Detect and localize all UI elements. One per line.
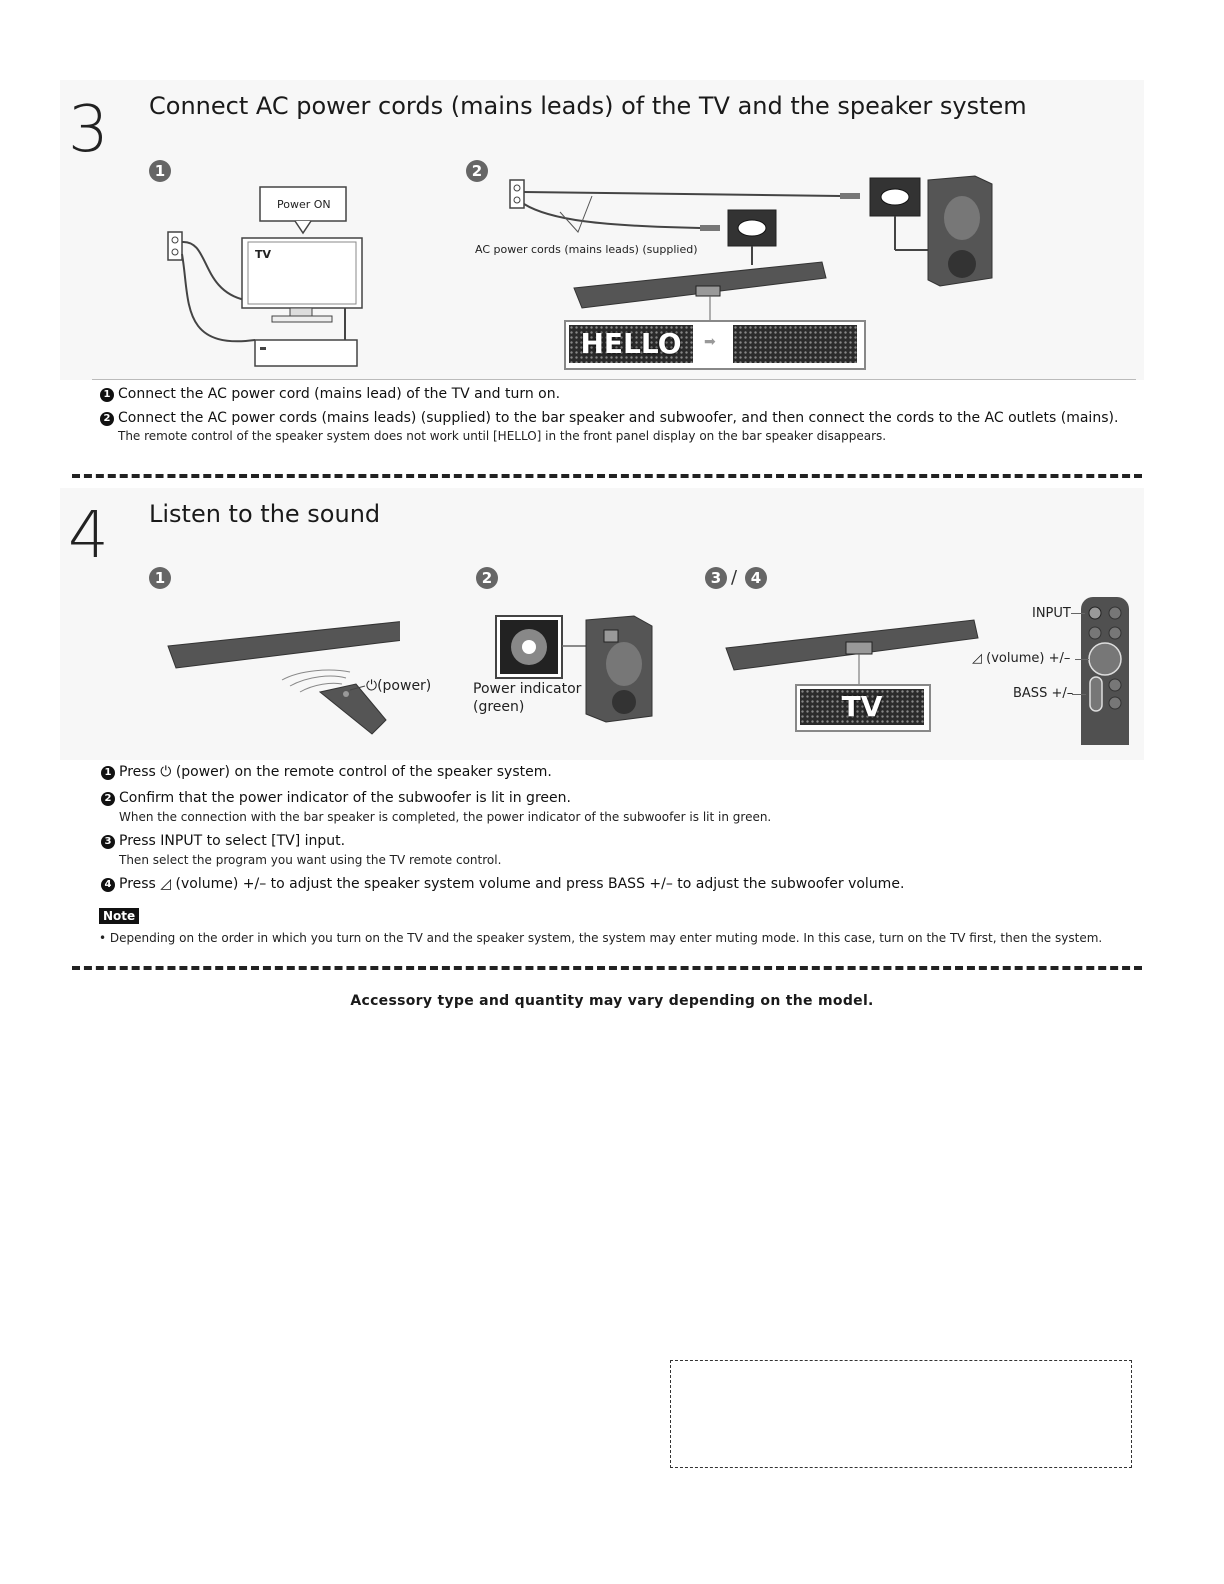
step4-instruction-4-text: Press ◿ (volume) +/– to adjust the speaker system volume and press BASS +/– to adjust the subwoofer volume. xyxy=(119,876,905,892)
step3-number: 3 xyxy=(68,93,109,167)
bar-speaker-icon xyxy=(168,620,400,668)
instr-badge: 2 xyxy=(100,412,114,426)
step4-instruction-2 xyxy=(101,790,571,806)
volume-ring-icon xyxy=(1089,643,1121,675)
step3-divider xyxy=(92,379,1136,380)
step3-title: Connect AC power cords (mains leads) of the TV and the speaker system xyxy=(149,92,1027,120)
power-indicator-label: Power indicator xyxy=(473,681,582,697)
tv-display xyxy=(800,689,924,725)
power-label: ⏻(power) xyxy=(366,678,432,694)
instr-badge: 1 xyxy=(101,766,115,780)
arrow-right-icon: ➡ xyxy=(704,334,716,350)
bar-speaker-icon xyxy=(574,262,826,308)
step4-instruction-4 xyxy=(101,876,904,892)
step4-title: Listen to the sound xyxy=(149,500,381,528)
blank-dashed-box xyxy=(670,1360,1132,1468)
tv-display-text: TV xyxy=(841,690,883,723)
blank-display xyxy=(733,325,857,363)
bass-button-icon xyxy=(1090,677,1102,711)
figure-separator: / xyxy=(731,567,738,588)
set-top-box-icon xyxy=(255,340,357,366)
power-on-label: Power ON xyxy=(277,198,331,211)
step4-figure1-badge: 1 xyxy=(149,567,171,589)
tv-power-cord xyxy=(182,242,245,300)
power-indicator-icon xyxy=(522,640,536,654)
step3-instruction-2-text: Connect the AC power cords (mains leads) (supplied) to the bar speaker and subwoofer, and then connect the cords to the AC outlets (mains). xyxy=(118,410,1119,426)
instr-badge: 2 xyxy=(101,792,115,806)
note-text: • Depending on the order in which you turn on the TV and the speaker system, the system may enter muting mode. In this case, turn on the TV first, then the system. xyxy=(99,931,1103,945)
wall-outlet-icon xyxy=(510,180,524,208)
step4-power-illustration xyxy=(160,610,400,740)
step4-number: 4 xyxy=(68,499,109,573)
step4-instruction-1-text: Press ⏻ (power) on the remote control of the speaker system. xyxy=(119,764,552,780)
step4-instruction-3-sub: Then select the program you want using the TV remote control. xyxy=(119,853,502,867)
volume-label: ◿ (volume) +/– xyxy=(972,651,1071,666)
step3-tv-illustration xyxy=(160,180,370,370)
input-label: INPUT xyxy=(1032,606,1071,621)
step3-instruction-2 xyxy=(100,410,1118,426)
step4-figure3-badge: 3 xyxy=(705,567,727,589)
hello-display-text: HELLO xyxy=(580,327,682,360)
step4-instruction-3 xyxy=(101,833,345,849)
volume-leader-line xyxy=(1075,659,1089,660)
step3-figure1-badge: 1 xyxy=(149,160,171,182)
section-divider-1 xyxy=(72,474,1142,478)
step4-instruction-2-sub: When the connection with the bar speaker is completed, the power indicator of the subwoofer is lit in green. xyxy=(119,810,772,824)
step3-figure2-badge: 2 xyxy=(466,160,488,182)
step3-instruction-1 xyxy=(100,386,560,402)
input-leader-line xyxy=(1071,613,1085,614)
tv-label: TV xyxy=(255,248,272,261)
step3-instruction-1-text: Connect the AC power cord (mains lead) of the TV and turn on. xyxy=(118,386,561,402)
instr-badge: 4 xyxy=(101,878,115,892)
step4-figure2-badge: 2 xyxy=(476,567,498,589)
instr-badge: 1 xyxy=(100,388,114,402)
step4-instruction-3-text: Press INPUT to select [TV] input. xyxy=(119,833,346,849)
step4-instruction-1 xyxy=(101,764,552,780)
step4-instruction-2-text: Confirm that the power indicator of the subwoofer is lit in green. xyxy=(119,790,571,806)
wall-outlet-icon xyxy=(168,232,182,260)
section-divider-2 xyxy=(72,966,1142,970)
note-badge: Note xyxy=(99,908,139,924)
bass-label: BASS +/– xyxy=(1013,686,1074,701)
remote-buttons xyxy=(1081,597,1129,745)
input-button-icon xyxy=(1089,607,1101,619)
step4-figure4-badge: 4 xyxy=(745,567,767,589)
step3-instruction-2-sub: The remote control of the speaker system does not work until [HELLO] in the front panel display on the bar speaker disappears. xyxy=(118,429,887,443)
bass-leader-line xyxy=(1072,694,1086,695)
instr-badge: 3 xyxy=(101,835,115,849)
hello-display xyxy=(569,325,693,363)
green-label: (green) xyxy=(473,699,525,715)
ac-cords-label: AC power cords (mains leads) (supplied) xyxy=(475,243,698,256)
accessory-note: Accessory type and quantity may vary depending on the model. xyxy=(350,993,874,1009)
